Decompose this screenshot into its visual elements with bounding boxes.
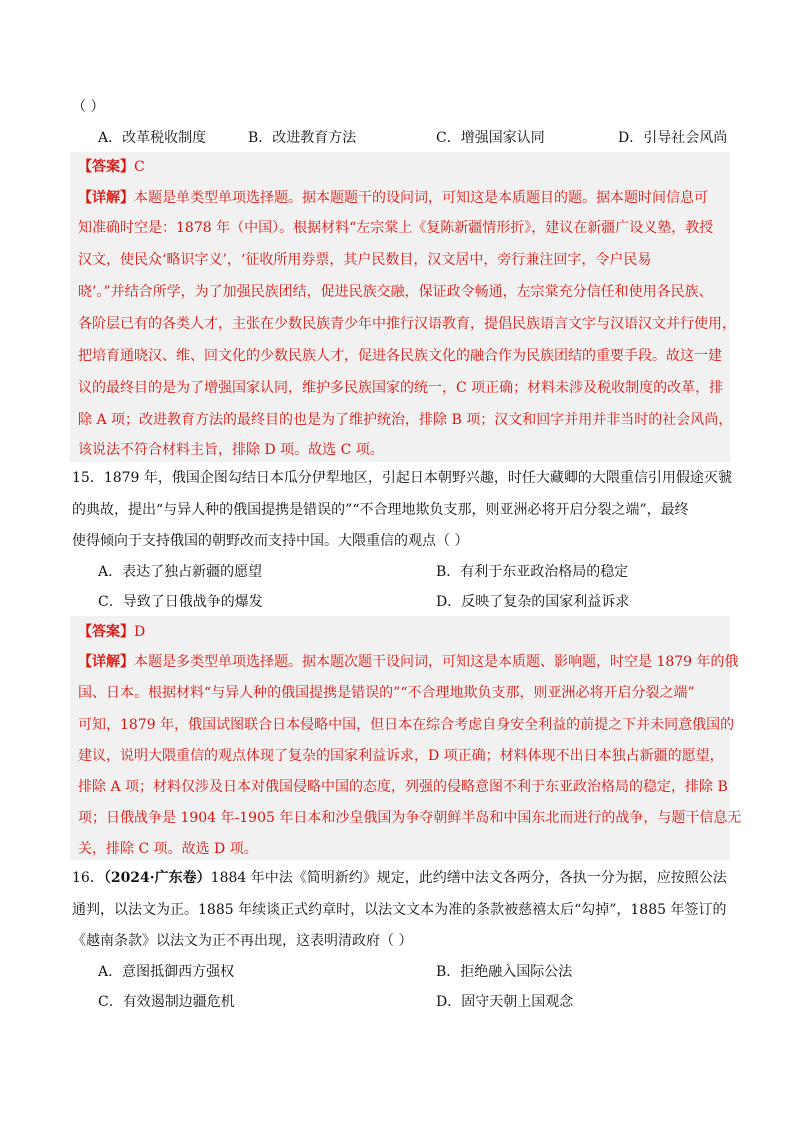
q15-answer xyxy=(78,622,145,642)
q16-stem-line xyxy=(72,868,727,888)
q15-detail-line: 排除 A 项；材料仅涉及日本对俄国侵略中国的态度，列强的侵略意图不利于东亚政治格局的稳定，排除 B xyxy=(78,779,728,795)
q16-option-b: B．拒绝融入国际公法 xyxy=(436,964,573,980)
q15-detail-text: 本题是多类型单项选择题。据本题次题干设问词，可知这是本质题、影响题，时空是 1879 年的俄 xyxy=(134,654,739,670)
q15-detail-line: 建议，说明大隈重信的观点体现了复杂的国家利益诉求，D 项正确；材料体现不出日本独占新疆的愿望， xyxy=(78,748,724,764)
q14-detail-line: 晓’。”并结合所学，为了加强民族团结，促进民族交融，保证政令畅通，左宗棠充分信任和使用各民族、 xyxy=(78,284,713,300)
q15-detail-line: 关，排除 C 项。故选 D 项。 xyxy=(78,841,258,857)
q16-stem-line: 《越南条款》以法文为正不再出现，这表明清政府（ ） xyxy=(72,933,413,949)
q14-answer-value: C xyxy=(134,159,145,175)
q14-option-c: C．增强国家认同 xyxy=(436,130,545,146)
q16-option-a: A．意图抵御西方强权 xyxy=(98,964,235,980)
q16-stem-line: 通判，以法文为正。1885 年续谈正式约章时，以法文文本为准的条款被慈禧太后“勾掉”，1885 年签订的 xyxy=(72,902,727,918)
q14-answer xyxy=(78,157,145,177)
q15-answer-label: 【答案】 xyxy=(78,624,134,640)
q15-detail-line: 项；日俄战争是 1904 年-1905 年日本和沙皇俄国为争夺朝鲜半岛和中国东北而进行的战争，与题干信息无 xyxy=(78,810,742,826)
q14-option-d: D．引导社会风尚 xyxy=(618,130,728,146)
q14-detail-text: 本题是单类型单项选择题。据本题题干的设问词，可知这是本质题目的题。据本题时间信息可 xyxy=(134,190,708,206)
q15-detail-label: 【详解】 xyxy=(78,654,134,670)
q14-detail-line: 议的最终目的是为了增强国家认同，维护多民族国家的统一，C 项正确；材料未涉及税收制度的改革，排 xyxy=(78,380,724,396)
q15-detail-line xyxy=(78,652,739,672)
q15-detail-line: 可知，1879 年，俄国试图联合日本侵略中国，但日本在综合考虑自身安全利益的前提之下并未同意俄国的 xyxy=(78,717,735,733)
q15-stem-line: 15．1879 年，俄国企图勾结日本瓜分伊犁地区，引起日本朝野兴趣，时任大藏卿的大隈重信引用假途灭虢 xyxy=(72,470,732,486)
q14-detail-line: 除 A 项；改进教育方法的最终目的也是为了维护统治，排除 B 项；汉文和回字并用并非当时的社会风尚， xyxy=(78,412,733,428)
q16-source: （2024·广东卷） xyxy=(103,870,211,886)
q15-stem-line: 的典故，提出“与异人种的俄国提携是错误的”“不合理地欺负支那，则亚洲必将开启分裂之端”，最终 xyxy=(72,502,689,518)
q14-stem-tail: （ ） xyxy=(72,99,105,115)
q14-detail-line: 各阶层已有的各类人才，主张在少数民族青少年中推行汉语教育，提倡民族语言文字与汉语汉文并行使用， xyxy=(78,316,736,332)
q15-detail-line: 国、日本。根据材料“与异人种的俄国提携是错误的”“不合理地欺负支那，则亚洲必将开启分裂之端” xyxy=(78,685,695,701)
q14-detail-line: 把培育通晓汉、维、回文化的少数民族人才，促进各民族文化的融合作为民族团结的重要手段。故这一建 xyxy=(78,348,722,364)
q15-answer-value: D xyxy=(134,624,146,640)
q14-option-a: A．改革税收制度 xyxy=(98,130,207,146)
q16-option-c: C．有效遏制边疆危机 xyxy=(98,994,235,1010)
q14-detail-line: 知准确时空是：1878 年（中国）。根据材料“左宗棠上《复陈新疆情形折》，建议在新疆广设义塾，教授 xyxy=(78,220,714,236)
q14-detail-line xyxy=(78,188,708,208)
q14-detail-line: 汉文，使民众‘略识字义’，‘征收所用券票，其户民数目，汉文居中，旁行兼注回字，令户民易 xyxy=(78,252,652,268)
q15-option-b: B．有利于东亚政治格局的稳定 xyxy=(436,564,629,580)
q16-number: 16． xyxy=(72,870,104,886)
q14-option-b: B．改进教育方法 xyxy=(248,130,357,146)
q14-detail-line: 该说法不符合材料主旨，排除 D 项。故选 C 项。 xyxy=(78,442,384,458)
q16-option-d: D．固守天朝上国观念 xyxy=(436,994,574,1010)
q14-detail-label: 【详解】 xyxy=(78,190,134,206)
q15-option-d: D．反映了复杂的国家利益诉求 xyxy=(436,594,630,610)
q15-stem-line: 使得倾向于支持俄国的朝野改而支持中国。大隈重信的观点（ ） xyxy=(72,533,469,549)
q15-option-c: C．导致了日俄战争的爆发 xyxy=(98,594,263,610)
q16-stem-first: 1884 年中法《简明新约》规定，此约缮中法文各两分，各执一分为据，应按照公法 xyxy=(210,870,727,886)
q15-option-a: A．表达了独占新疆的愿望 xyxy=(98,564,263,580)
q14-answer-label: 【答案】 xyxy=(78,159,134,175)
